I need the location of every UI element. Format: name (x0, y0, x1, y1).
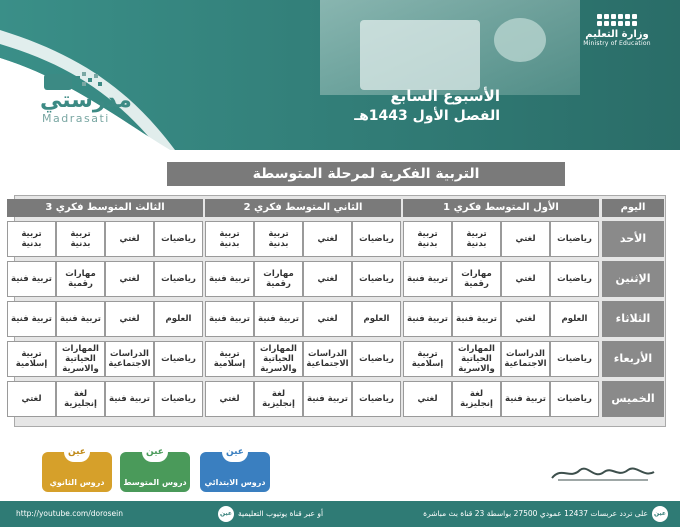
subject-label: رياضيات (161, 354, 196, 364)
subject-cell (105, 261, 154, 297)
subject-cell (403, 341, 452, 377)
subject-label: المهارات الحياتية والاسرية (458, 344, 495, 374)
week-heading (300, 86, 500, 126)
subject-label: المهارات الحياتية والاسرية (62, 344, 99, 374)
ministry-logo (572, 14, 662, 47)
subject-cell (7, 381, 56, 417)
subject-label: تربية بدنية (268, 229, 289, 249)
subject-label: تربية فنية (109, 394, 150, 404)
subject-label: الدراسات الاجتماعية (504, 349, 547, 369)
subject-label: تربية بدنية (21, 229, 42, 249)
subject-cell (501, 341, 550, 377)
subject-cell (56, 341, 105, 377)
subject-cell (56, 221, 105, 257)
subject-label: مهارات رقمية (263, 269, 294, 289)
subject-cell (254, 261, 303, 297)
subject-cell (254, 381, 303, 417)
subject-cell (254, 301, 303, 337)
week-label: الأسبوع السابع (390, 87, 500, 105)
subject-label: رياضيات (557, 394, 592, 404)
day-column-header: اليوم (602, 199, 664, 217)
subject-label: تربية فنية (407, 314, 448, 324)
subject-cell (550, 301, 599, 337)
subject-label: رياضيات (359, 354, 394, 364)
subject-cell (403, 261, 452, 297)
subject-cell (352, 341, 401, 377)
subject-cell (303, 221, 352, 257)
timetable (11, 195, 666, 427)
high-lessons-badge[interactable] (42, 447, 112, 492)
calligraphy-logo-icon (548, 462, 658, 484)
primary-lessons-label: دروس الابتدائي (204, 478, 266, 487)
subject-label: لغتي (515, 234, 536, 244)
subject-cell (56, 381, 105, 417)
subject-label: المهارات الحياتية والاسرية (260, 344, 297, 374)
day-label: الأربعاء (602, 341, 664, 377)
subject-label: لغتي (21, 394, 42, 404)
subject-cell (205, 301, 254, 337)
day-label: الثلاثاء (602, 301, 664, 337)
subject-label: رياضيات (161, 394, 196, 404)
subject-cell (303, 261, 352, 297)
subject-label: لغتي (317, 274, 338, 284)
subject-label: رياضيات (557, 234, 592, 244)
subject-label: تربية فنية (407, 274, 448, 284)
subject-label: تربية إسلامية (15, 349, 48, 369)
subject-cell (501, 381, 550, 417)
high-lessons-label: دروس الثانوي (49, 478, 105, 487)
subject-cell (550, 381, 599, 417)
grade-column-header: الأول المتوسط فكري 1 (403, 199, 599, 217)
subject-cell (154, 221, 203, 257)
middle-lessons-badge[interactable] (120, 447, 190, 492)
subject-label: لغة إنجليزية (460, 389, 493, 409)
subject-label: تربية فنية (209, 274, 250, 284)
subject-cell (254, 341, 303, 377)
subject-label: تربية فنية (11, 314, 52, 324)
day-label: الخميس (602, 381, 664, 417)
subject-cell (154, 261, 203, 297)
subject-cell (205, 341, 254, 377)
subject-label: لغتي (119, 274, 140, 284)
subject-cell (154, 341, 203, 377)
term-label: الفصل الأول 1443هـ (354, 108, 500, 124)
subject-cell (105, 221, 154, 257)
middle-lessons-label: دروس المتوسط (123, 478, 187, 487)
subject-label: العلوم (561, 314, 588, 324)
brand-name-ar: مدرستي (40, 88, 132, 113)
subject-label: رياضيات (161, 274, 196, 284)
brand-name-en: Madrasati (42, 112, 110, 125)
subject-cell (7, 221, 56, 257)
ein-logo-icon: عين (142, 442, 168, 462)
primary-lessons-badge[interactable] (200, 447, 270, 492)
grade-column-header: الثالث المتوسط فكري 3 (7, 199, 203, 217)
subject-label: رياضيات (359, 394, 394, 404)
ein-footer-icon: عين (652, 506, 668, 522)
subject-cell (452, 261, 501, 297)
subject-label: تربية بدنية (219, 229, 240, 249)
youtube-info: أو عبر قناة يوتيوب التعليمية (238, 509, 324, 518)
subject-cell (7, 301, 56, 337)
subject-label: مهارات رقمية (65, 269, 96, 289)
subject-cell (56, 261, 105, 297)
madrasati-logo (40, 70, 160, 126)
subject-cell (7, 261, 56, 297)
subject-label: رياضيات (161, 234, 196, 244)
subject-label: لغة إنجليزية (262, 389, 295, 409)
ein-logo-icon: عين (222, 442, 248, 462)
subject-cell (352, 261, 401, 297)
day-label: الإثنين (602, 261, 664, 297)
subject-cell (550, 221, 599, 257)
subject-cell (352, 221, 401, 257)
ein-logo-icon: عين (64, 442, 90, 462)
subject-cell (154, 381, 203, 417)
ministry-dots-icon (572, 14, 662, 26)
subject-cell (550, 261, 599, 297)
subject-label: لغتي (317, 314, 338, 324)
subject-cell (452, 221, 501, 257)
subject-cell (501, 301, 550, 337)
ein-footer-icon: عين (218, 506, 234, 522)
subject-cell (303, 381, 352, 417)
page-title: التربية الفكرية لمرحلة المتوسطة (167, 162, 565, 186)
subject-label: لغتي (119, 234, 140, 244)
subject-cell (205, 381, 254, 417)
subject-label: تربية إسلامية (213, 349, 246, 369)
subject-cell (105, 301, 154, 337)
subject-label: تربية بدنية (466, 229, 487, 249)
subject-cell (352, 301, 401, 337)
satellite-info: على تردد عربسات 12437 عمودي 27500 بواسطة 23 قناة بث مباشرة (423, 509, 648, 518)
subject-label: تربية فنية (209, 314, 250, 324)
subject-label: مهارات رقمية (461, 269, 492, 289)
subject-label: تربية فنية (60, 314, 101, 324)
ministry-name-en: Ministry of Education (583, 40, 651, 47)
subject-label: تربية بدنية (417, 229, 438, 249)
subject-label: الدراسات الاجتماعية (306, 349, 349, 369)
subject-cell (105, 381, 154, 417)
subject-label: لغتي (515, 274, 536, 284)
subject-label: تربية فنية (258, 314, 299, 324)
footer-bar (0, 501, 680, 527)
subject-cell (550, 341, 599, 377)
subject-label: رياضيات (557, 354, 592, 364)
subject-cell (303, 341, 352, 377)
subject-label: لغتي (219, 394, 240, 404)
subject-label: الدراسات الاجتماعية (108, 349, 151, 369)
subject-label: العلوم (165, 314, 192, 324)
subject-label: تربية إسلامية (411, 349, 444, 369)
subject-cell (501, 221, 550, 257)
subject-label: لغتي (417, 394, 438, 404)
subject-cell (452, 381, 501, 417)
subject-label: رياضيات (557, 274, 592, 284)
subject-cell (352, 381, 401, 417)
ministry-name-ar: وزارة التعليم (585, 29, 649, 40)
day-label: الأحد (602, 221, 664, 257)
subject-cell (403, 381, 452, 417)
subject-label: رياضيات (359, 234, 394, 244)
subject-label: رياضيات (359, 274, 394, 284)
subject-cell (105, 341, 154, 377)
subject-cell (403, 221, 452, 257)
subject-cell (452, 341, 501, 377)
subject-cell (205, 221, 254, 257)
subject-cell (254, 221, 303, 257)
youtube-link[interactable]: http://youtube.com/dorosein (16, 509, 123, 518)
subject-cell (56, 301, 105, 337)
grade-column-header: الثاني المتوسط فكري 2 (205, 199, 401, 217)
subject-cell (7, 341, 56, 377)
subject-cell (403, 301, 452, 337)
subject-label: العلوم (363, 314, 390, 324)
subject-cell (501, 261, 550, 297)
subject-label: لغتي (119, 314, 140, 324)
subject-label: تربية فنية (505, 394, 546, 404)
subject-label: تربية بدنية (70, 229, 91, 249)
subject-label: تربية فنية (456, 314, 497, 324)
subject-label: تربية فنية (307, 394, 348, 404)
header-banner (0, 0, 680, 150)
subject-label: لغتي (317, 234, 338, 244)
subject-cell (154, 301, 203, 337)
subject-cell (452, 301, 501, 337)
subject-label: لغة إنجليزية (64, 389, 97, 409)
subject-label: تربية فنية (11, 274, 52, 284)
subject-cell (205, 261, 254, 297)
subject-cell (303, 301, 352, 337)
subject-label: لغتي (515, 314, 536, 324)
